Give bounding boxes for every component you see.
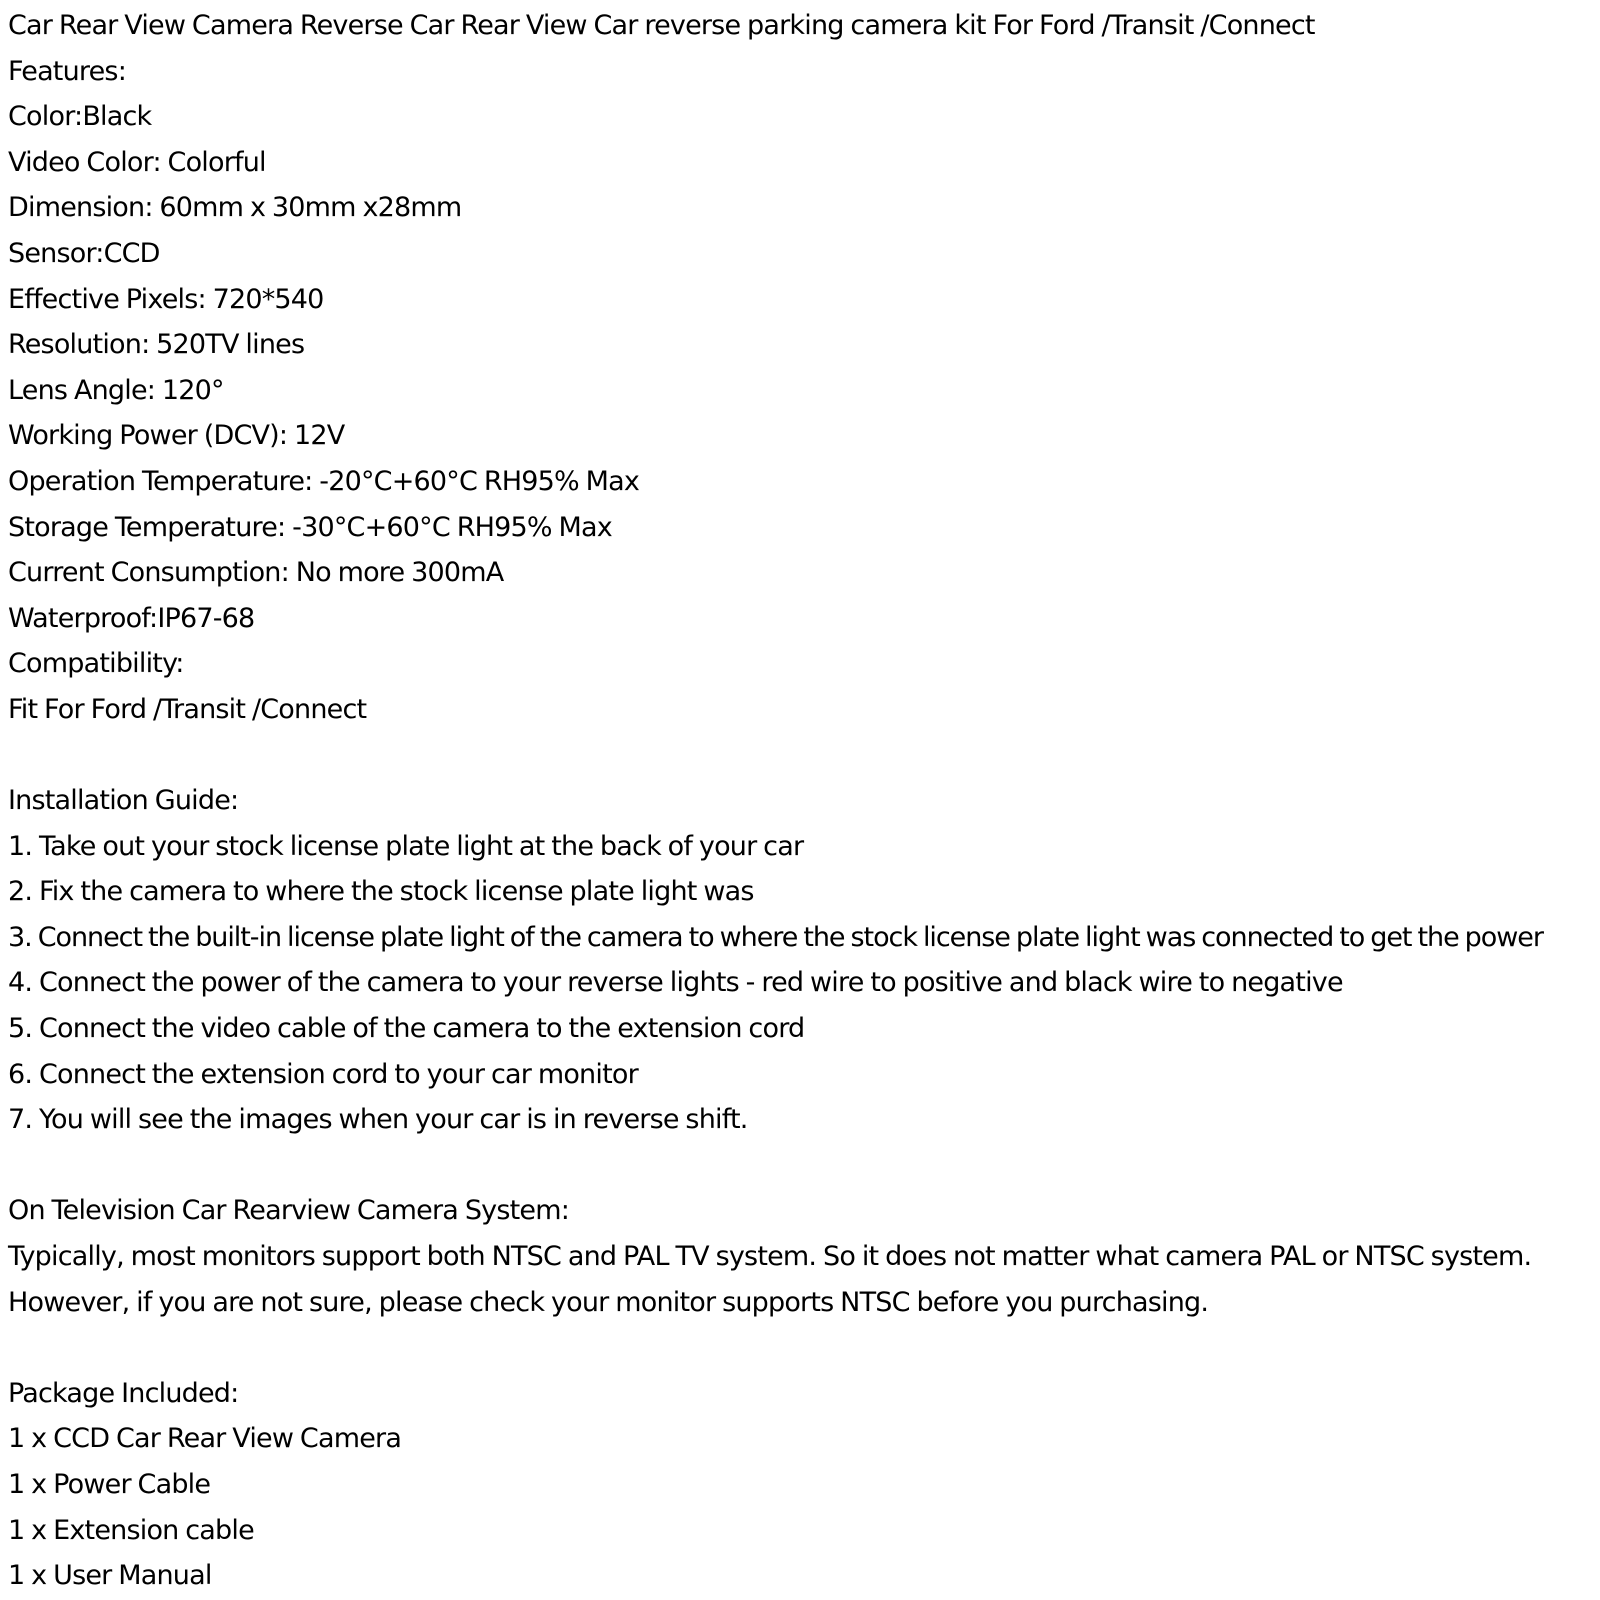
installation-step: 6. Connect the extension cord to your car monitor	[8, 1058, 638, 1090]
package-item: 1 x Power Cable	[8, 1469, 211, 1500]
package-heading: Package Included:	[8, 1377, 239, 1409]
feature-storage-temperature: Storage Temperature: -30°C+60°C RH95% Max	[8, 511, 612, 543]
feature-working-power: Working Power (DCV): 12V	[8, 420, 345, 452]
compatibility-text: Fit For Ford /Transit /Connect	[8, 693, 367, 725]
installation-step: 7. You will see the images when your car is in reverse shift.	[8, 1104, 748, 1136]
installation-step: 1. Take out your stock license plate light at the back of your car	[8, 830, 804, 862]
tv-system-text: However, if you are not sure, please check your monitor supports NTSC before you purchasing.	[8, 1286, 1209, 1318]
features-heading: Features:	[8, 55, 126, 87]
tv-system-heading: On Television Car Rearview Camera System:	[8, 1195, 569, 1227]
feature-video-color: Video Color: Colorful	[8, 146, 266, 178]
feature-lens-angle: Lens Angle: 120°	[8, 374, 224, 406]
spacer	[8, 1143, 1600, 1189]
compatibility-heading: Compatibility:	[8, 648, 184, 680]
spacer	[8, 1325, 1600, 1371]
package-item: 1 x CCD Car Rear View Camera	[8, 1423, 402, 1455]
feature-resolution: Resolution: 520TV lines	[8, 329, 305, 361]
installation-step: 5. Connect the video cable of the camera to the extension cord	[8, 1013, 805, 1045]
installation-heading: Installation Guide:	[8, 785, 239, 817]
feature-dimension: Dimension: 60mm x 30mm x28mm	[8, 192, 462, 224]
feature-color: Color:Black	[8, 101, 152, 133]
feature-sensor: Sensor:CCD	[8, 237, 160, 269]
installation-step: 3. Connect the built-in license plate light of the camera to where the stock license plate light was connected to get the power	[8, 921, 1543, 953]
installation-step: 4. Connect the power of the camera to your reverse lights - red wire to positive and black wire to negative	[8, 967, 1343, 999]
tv-system-text: Typically, most monitors support both NTSC and PAL TV system. So it does not matter what camera PAL or NTSC system.	[8, 1241, 1532, 1273]
package-item: 1 x Extension cable	[8, 1514, 254, 1546]
feature-waterproof: Waterproof:IP67-68	[8, 602, 255, 634]
spacer	[8, 733, 1600, 779]
package-item: 1 x User Manual	[8, 1560, 212, 1592]
product-title: Car Rear View Camera Reverse Car Rear View Car reverse parking camera kit For Ford /Transit /Connect	[8, 10, 1315, 41]
feature-current-consumption: Current Consumption: No more 300mA	[8, 557, 504, 589]
installation-step: 2. Fix the camera to where the stock license plate light was	[8, 876, 754, 908]
feature-operation-temperature: Operation Temperature: -20°C+60°C RH95% Max	[8, 465, 640, 497]
feature-effective-pixels: Effective Pixels: 720*540	[8, 283, 324, 315]
